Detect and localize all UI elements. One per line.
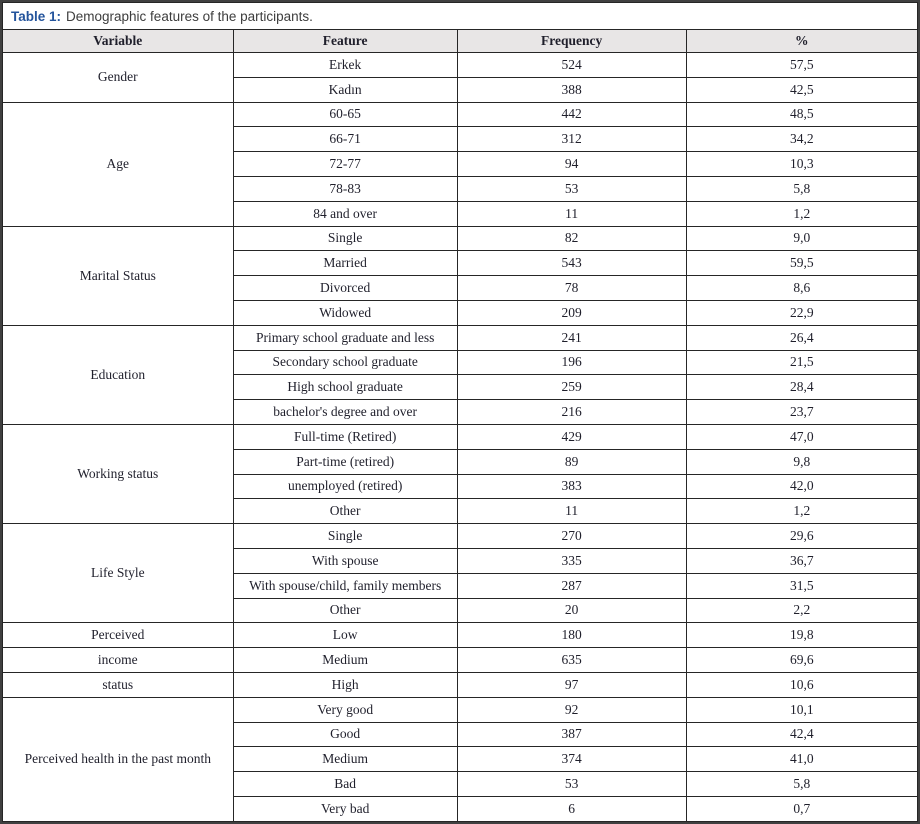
- feature-cell: Other: [233, 499, 457, 524]
- frequency-cell: 180: [457, 623, 686, 648]
- feature-cell: With spouse/child, family members: [233, 573, 457, 598]
- percent-cell: 5,8: [686, 176, 918, 201]
- feature-cell: Divorced: [233, 276, 457, 301]
- percent-cell: 41,0: [686, 747, 918, 772]
- percent-cell: 0,7: [686, 796, 918, 821]
- variable-cell: Working status: [3, 424, 234, 523]
- feature-cell: Primary school graduate and less: [233, 325, 457, 350]
- feature-cell: High school graduate: [233, 375, 457, 400]
- feature-cell: With spouse: [233, 548, 457, 573]
- frequency-cell: 442: [457, 102, 686, 127]
- percent-cell: 19,8: [686, 623, 918, 648]
- percent-cell: 22,9: [686, 300, 918, 325]
- variable-cell: Perceived: [3, 623, 234, 648]
- table-row: [3, 325, 918, 350]
- percent-cell: 29,6: [686, 524, 918, 549]
- frequency-cell: 209: [457, 300, 686, 325]
- feature-cell: Kadın: [233, 77, 457, 102]
- frequency-cell: 92: [457, 697, 686, 722]
- variable-cell: Education: [3, 325, 234, 424]
- percent-cell: 10,1: [686, 697, 918, 722]
- percent-cell: 59,5: [686, 251, 918, 276]
- feature-cell: unemployed (retired): [233, 474, 457, 499]
- frequency-cell: 635: [457, 648, 686, 673]
- percent-cell: 28,4: [686, 375, 918, 400]
- frequency-cell: 53: [457, 772, 686, 797]
- percent-cell: 9,8: [686, 449, 918, 474]
- feature-cell: Widowed: [233, 300, 457, 325]
- column-header-percent: %: [686, 30, 918, 53]
- percent-cell: 21,5: [686, 350, 918, 375]
- feature-cell: Single: [233, 226, 457, 251]
- feature-cell: High: [233, 672, 457, 697]
- variable-cell: status: [3, 672, 234, 697]
- table-row: [3, 524, 918, 549]
- feature-cell: 72-77: [233, 152, 457, 177]
- frequency-cell: 196: [457, 350, 686, 375]
- percent-cell: 26,4: [686, 325, 918, 350]
- feature-cell: Full-time (Retired): [233, 424, 457, 449]
- column-header-feature: Feature: [233, 30, 457, 53]
- frequency-cell: 374: [457, 747, 686, 772]
- feature-cell: 84 and over: [233, 201, 457, 226]
- table-row: [3, 53, 918, 78]
- demographics-table-grid: [2, 2, 918, 822]
- table-row: [3, 672, 918, 697]
- feature-cell: Secondary school graduate: [233, 350, 457, 375]
- frequency-cell: 429: [457, 424, 686, 449]
- variable-cell: Gender: [3, 53, 234, 103]
- feature-cell: Good: [233, 722, 457, 747]
- frequency-cell: 89: [457, 449, 686, 474]
- table-row: [3, 648, 918, 673]
- frequency-cell: 216: [457, 400, 686, 425]
- feature-cell: bachelor's degree and over: [233, 400, 457, 425]
- percent-cell: 9,0: [686, 226, 918, 251]
- frequency-cell: 543: [457, 251, 686, 276]
- percent-cell: 48,5: [686, 102, 918, 127]
- frequency-cell: 270: [457, 524, 686, 549]
- table-row: [3, 424, 918, 449]
- frequency-cell: 387: [457, 722, 686, 747]
- variable-cell: income: [3, 648, 234, 673]
- table-row: [3, 697, 918, 722]
- frequency-cell: 241: [457, 325, 686, 350]
- feature-cell: 60-65: [233, 102, 457, 127]
- frequency-cell: 524: [457, 53, 686, 78]
- percent-cell: 31,5: [686, 573, 918, 598]
- feature-cell: Single: [233, 524, 457, 549]
- feature-cell: Very good: [233, 697, 457, 722]
- percent-cell: 10,6: [686, 672, 918, 697]
- table-title-text: Demographic features of the participants.: [66, 8, 313, 24]
- feature-cell: Very bad: [233, 796, 457, 821]
- frequency-cell: 11: [457, 201, 686, 226]
- percent-cell: 5,8: [686, 772, 918, 797]
- frequency-cell: 94: [457, 152, 686, 177]
- feature-cell: Bad: [233, 772, 457, 797]
- percent-cell: 36,7: [686, 548, 918, 573]
- percent-cell: 1,2: [686, 201, 918, 226]
- frequency-cell: 20: [457, 598, 686, 623]
- percent-cell: 42,0: [686, 474, 918, 499]
- feature-cell: Medium: [233, 648, 457, 673]
- table-body: [3, 53, 918, 822]
- table-number-label: Table 1:: [11, 8, 62, 24]
- percent-cell: 10,3: [686, 152, 918, 177]
- frequency-cell: 11: [457, 499, 686, 524]
- percent-cell: 42,5: [686, 77, 918, 102]
- feature-cell: Other: [233, 598, 457, 623]
- percent-cell: 69,6: [686, 648, 918, 673]
- percent-cell: 1,2: [686, 499, 918, 524]
- feature-cell: 78-83: [233, 176, 457, 201]
- percent-cell: 8,6: [686, 276, 918, 301]
- feature-cell: Married: [233, 251, 457, 276]
- variable-cell: Marital Status: [3, 226, 234, 325]
- frequency-cell: 383: [457, 474, 686, 499]
- variable-cell: Life Style: [3, 524, 234, 623]
- table-title: [3, 3, 918, 30]
- percent-cell: 2,2: [686, 598, 918, 623]
- frequency-cell: 335: [457, 548, 686, 573]
- feature-cell: Part-time (retired): [233, 449, 457, 474]
- frequency-cell: 53: [457, 176, 686, 201]
- frequency-cell: 6: [457, 796, 686, 821]
- percent-cell: 57,5: [686, 53, 918, 78]
- percent-cell: 34,2: [686, 127, 918, 152]
- feature-cell: 66-71: [233, 127, 457, 152]
- frequency-cell: 259: [457, 375, 686, 400]
- table-row: [3, 623, 918, 648]
- frequency-cell: 287: [457, 573, 686, 598]
- variable-cell: Perceived health in the past month: [3, 697, 234, 821]
- table-row: [3, 226, 918, 251]
- frequency-cell: 78: [457, 276, 686, 301]
- column-header-frequency: Frequency: [457, 30, 686, 53]
- feature-cell: Erkek: [233, 53, 457, 78]
- table-title-row: [3, 3, 918, 30]
- frequency-cell: 97: [457, 672, 686, 697]
- feature-cell: Low: [233, 623, 457, 648]
- percent-cell: 42,4: [686, 722, 918, 747]
- feature-cell: Medium: [233, 747, 457, 772]
- frequency-cell: 388: [457, 77, 686, 102]
- header-row: [3, 30, 918, 53]
- frequency-cell: 82: [457, 226, 686, 251]
- table-row: [3, 102, 918, 127]
- percent-cell: 47,0: [686, 424, 918, 449]
- percent-cell: 23,7: [686, 400, 918, 425]
- frequency-cell: 312: [457, 127, 686, 152]
- variable-cell: Age: [3, 102, 234, 226]
- column-header-variable: Variable: [3, 30, 234, 53]
